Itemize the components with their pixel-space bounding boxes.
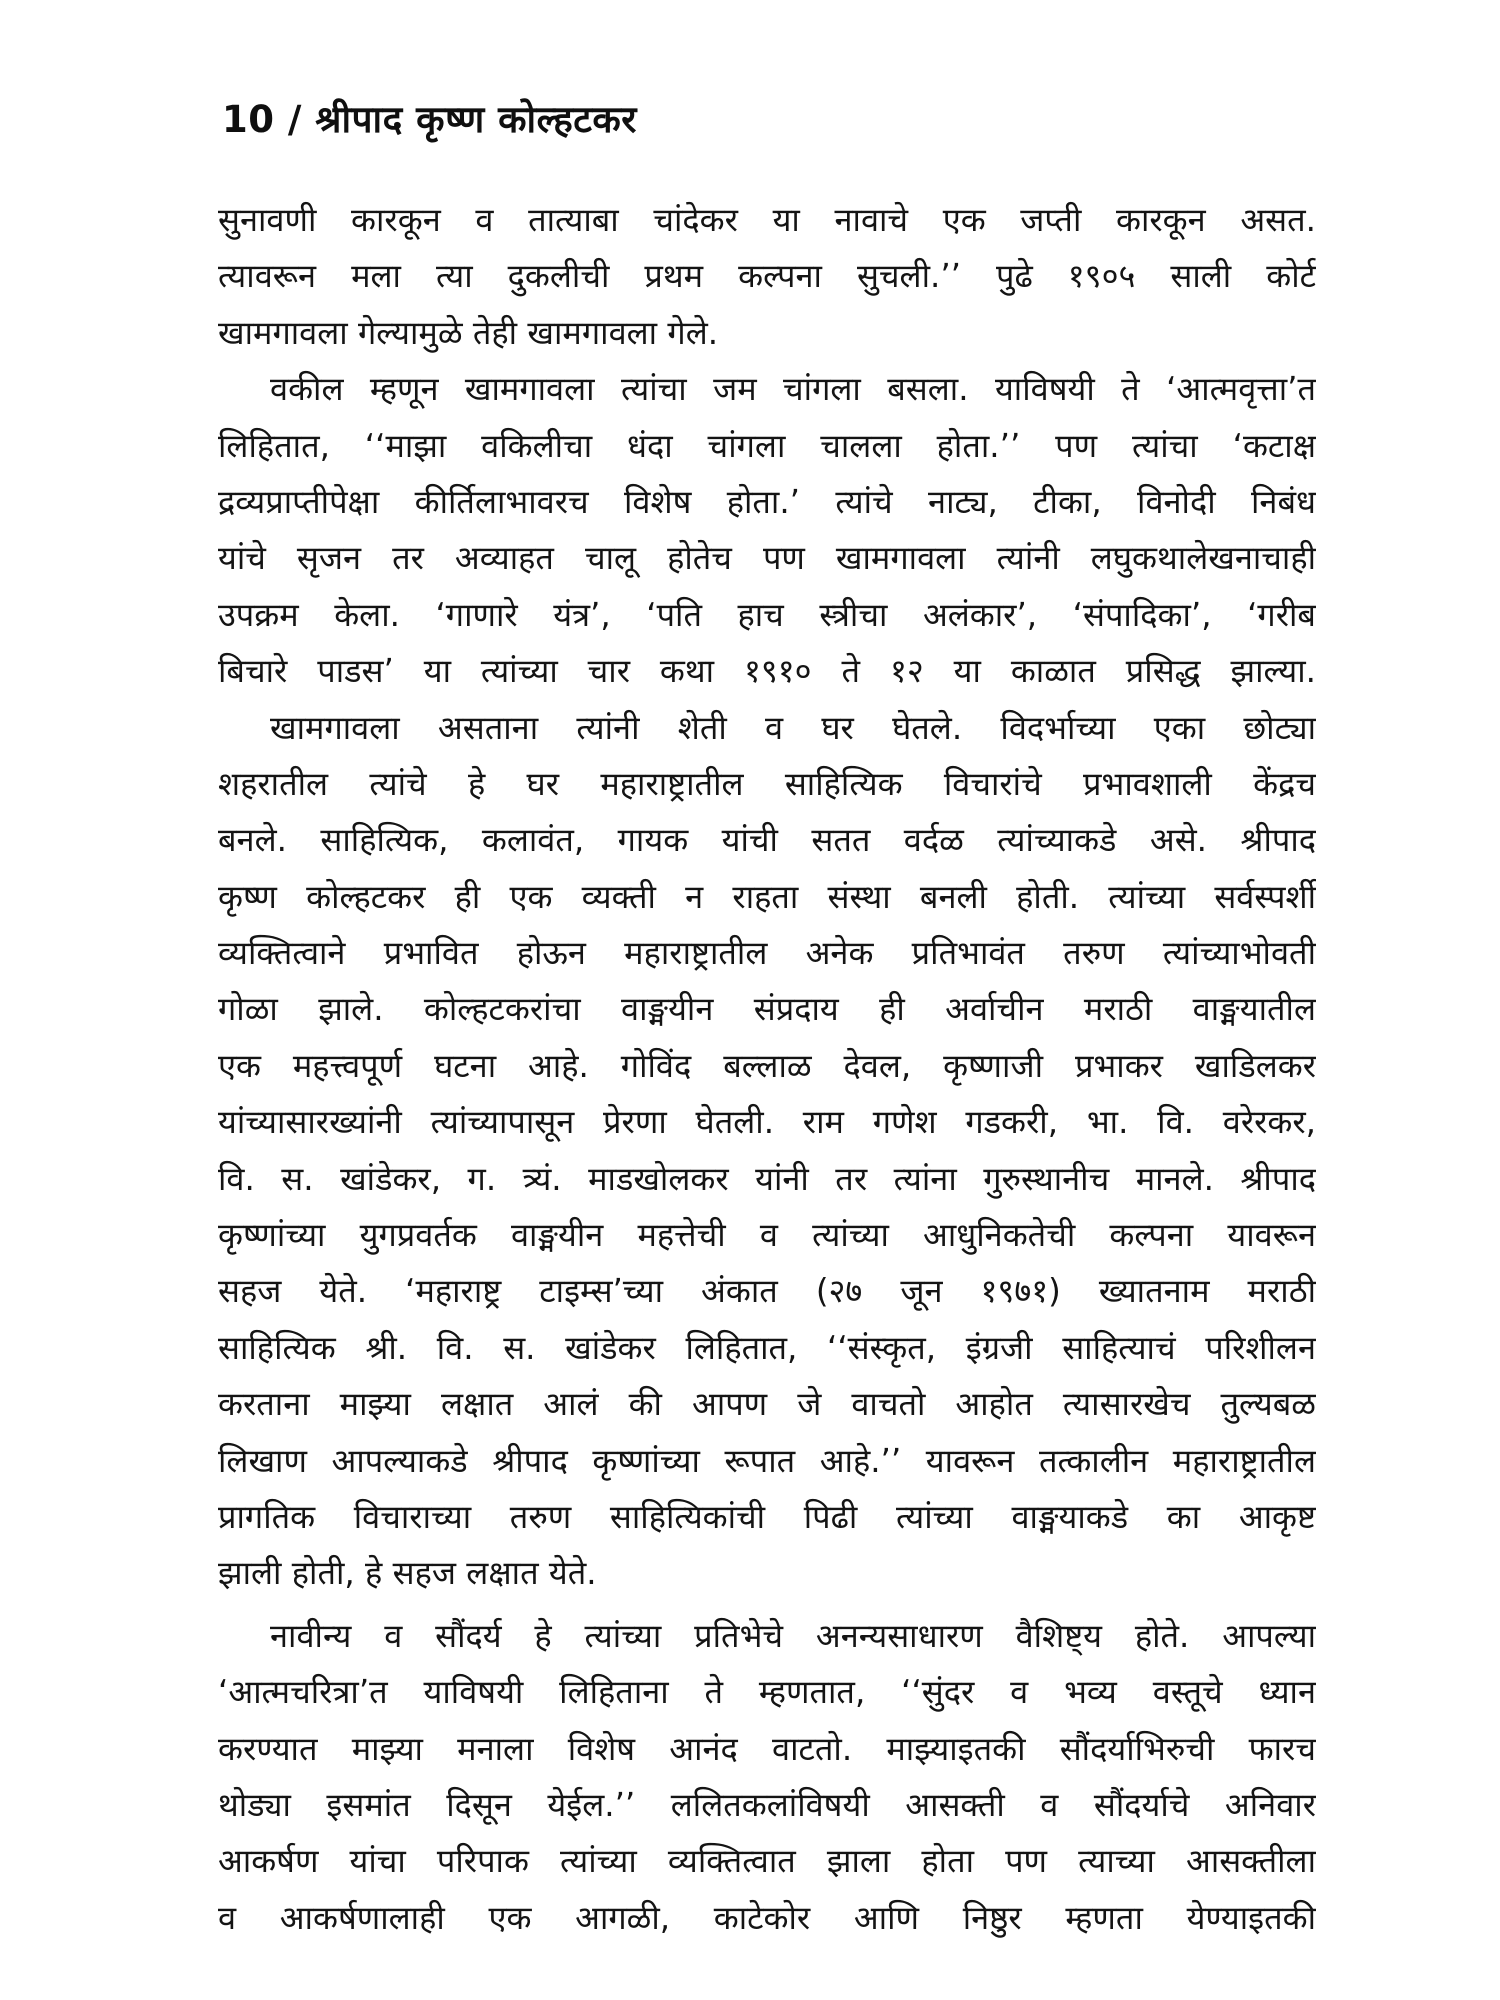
text-line: यांच्यासारख्यांनी त्यांच्यापासून प्रेरणा घेतली. राम गणेश गडकरी, भा. वि. वरेरकर, — [218, 1103, 1316, 1142]
text-line: आकर्षण यांचा परिपाक त्यांच्या व्यक्तित्वात झाला होता पण त्याच्या आसक्तीला — [218, 1842, 1316, 1881]
text-line: थोड्या इसमांत दिसून येईल.’’ ललितकलांविषयी आसक्ती व सौंदर्याचे अनिवार — [218, 1785, 1316, 1824]
text-line: करण्यात माझ्या मनाला विशेष आनंद वाटतो. माझ्याइतकी सौंदर्याभिरुची फारच — [218, 1729, 1316, 1768]
body-text — [218, 192, 1316, 1946]
text-line: खामगावला गेल्यामुळे तेही खामगावला गेले. — [218, 313, 719, 352]
text-line: यांचे सृजन तर अव्याहत चालू होतेच पण खामगावला त्यांनी लघुकथालेखनाचाही — [218, 539, 1316, 578]
text-line: साहित्यिक श्री. वि. स. खांडेकर लिहितात, ‘‘संस्कृत, इंग्रजी साहित्याचं परिशीलन — [218, 1328, 1316, 1367]
paragraph — [218, 700, 1316, 1602]
text-line: गोळा झाले. कोल्हटकरांचा वाङ्मयीन संप्रदाय ही अर्वाचीन मराठी वाङ्मयातील — [218, 990, 1316, 1029]
text-line: वि. स. खांडेकर, ग. त्र्यं. माडखोलकर यांनी तर त्यांना गुरुस्थानीच मानले. श्रीपाद — [218, 1159, 1316, 1198]
text-line: द्रव्यप्राप्तीपेक्षा कीर्तिलाभावरच विशेष होता.’ त्यांचे नाट्य, टीका, विनोदी निबंध — [218, 482, 1316, 521]
text-line: करताना माझ्या लक्षात आलं की आपण जे वाचतो आहोत त्यासारखेच तुल्यबळ — [218, 1385, 1316, 1424]
paragraph — [218, 192, 1316, 361]
text-line: त्यावरून मला त्या दुकलीची प्रथम कल्पना सुचली.’’ पुढे १९०५ साली कोर्ट — [218, 257, 1316, 296]
paragraph — [218, 1608, 1316, 1946]
text-line: कृष्णांच्या युगप्रवर्तक वाङ्मयीन महत्तेची व त्यांच्या आधुनिकतेची कल्पना यावरून — [218, 1216, 1316, 1255]
text-line: वकील म्हणून खामगावला त्यांचा जम चांगला बसला. याविषयी ते ‘आत्मवृत्ता’त — [270, 370, 1316, 409]
text-line: नावीन्य व सौंदर्य हे त्यांच्या प्रतिभेचे अनन्यसाधारण वैशिष्ट्य होते. आपल्या — [270, 1616, 1316, 1655]
text-line: उपक्रम केला. ‘गाणारे यंत्र’, ‘पति हाच स्त्रीचा अलंकार’, ‘संपादिका’, ‘गरीब — [218, 595, 1316, 634]
text-line: ‘आत्मचरित्रा’त याविषयी लिहिताना ते म्हणतात, ‘‘सुंदर व भव्य वस्तूचे ध्यान — [218, 1673, 1316, 1712]
text-line: शहरातील त्यांचे हे घर महाराष्ट्रातील साहित्यिक विचारांचे प्रभावशाली केंद्रच — [218, 764, 1316, 803]
text-line: लिखाण आपल्याकडे श्रीपाद कृष्णांच्या रूपात आहे.’’ यावरून तत्कालीन महाराष्ट्रातील — [218, 1441, 1316, 1480]
text-line: एक महत्त्वपूर्ण घटना आहे. गोविंद बल्लाळ देवल, कृष्णाजी प्रभाकर खाडिलकर — [218, 1046, 1316, 1085]
text-line: बिचारे पाडस’ या त्यांच्या चार कथा १९१० ते १२ या काळात प्रसिद्ध झाल्या. — [218, 652, 1316, 691]
text-line: खामगावला असताना त्यांनी शेती व घर घेतले. विदर्भाच्या एका छोट्या — [270, 708, 1316, 747]
text-line: सुनावणी कारकून व तात्याबा चांदेकर या नावाचे एक जप्ती कारकून असत. — [218, 201, 1316, 239]
text-line: प्रागतिक विचाराच्या तरुण साहित्यिकांची पिढी त्यांच्या वाङ्मयाकडे का आकृष्ट — [218, 1497, 1316, 1536]
text-line: व आकर्षणालाही एक आगळी, काटेकोर आणि निष्ठुर म्हणता येण्याइतकी — [218, 1898, 1316, 1937]
text-line: व्यक्तित्वाने प्रभावित होऊन महाराष्ट्रातील अनेक प्रतिभावंत तरुण त्यांच्याभोवती — [218, 934, 1316, 973]
text-line: लिहितात, ‘‘माझा वकिलीचा धंदा चांगला चालला होता.’’ पण त्यांचा ‘कटाक्ष — [218, 426, 1316, 465]
paragraph — [218, 361, 1316, 699]
running-head: 10 / श्रीपाद कृष्ण कोल्हटकर — [222, 98, 637, 141]
text-line: कृष्ण कोल्हटकर ही एक व्यक्ती न राहता संस्था बनली होती. त्यांच्या सर्वस्पर्शी — [218, 877, 1316, 916]
text-line: झाली होती, हे सहज लक्षात येते. — [218, 1554, 597, 1593]
text-line: सहज येते. ‘महाराष्ट्र टाइम्स’च्या अंकात (२७ जून १९७१) ख्यातनाम मराठी — [218, 1272, 1316, 1311]
text-line: बनले. साहित्यिक, कलावंत, गायक यांची सतत वर्दळ त्यांच्याकडे असे. श्रीपाद — [218, 821, 1316, 860]
